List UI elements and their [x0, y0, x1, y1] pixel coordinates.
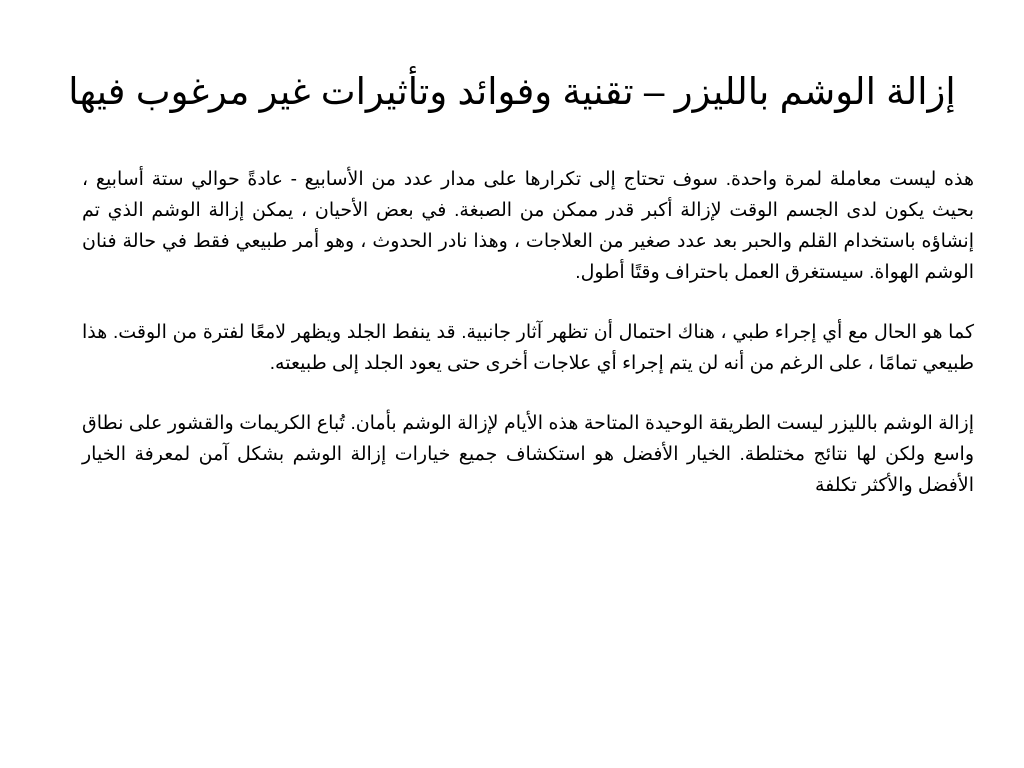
body-paragraph-1: هذه ليست معاملة لمرة واحدة. سوف تحتاج إلى تكرارها على مدار عدد من الأسابيع - عادةً حوالي ستة أسابيع ، بحيث يكون لدى الجسم الوقت لإزالة أكبر قدر ممكن من الصبغة. في بعض الأحيان ، يمكن إزالة الوشم الذي تم إنشاؤه باستخدام القلم والحبر بعد عدد صغير من العلاجات ، وهذا نادر الحدوث ، وهو أمر طبيعي فقط في حالة فنان الوشم الهواة. سيستغرق العمل باحتراف وقتًا أطول.: [82, 169, 974, 283]
body-paragraph-3: إزالة الوشم بالليزر ليست الطريقة الوحيدة المتاحة هذه الأيام لإزالة الوشم بأمان. تُباع الكريمات والقشور على نطاق واسع ولكن لها نتائج مختلطة. الخيار الأفضل هو استكشاف جميع خيارات إزالة الوشم بشكل آمن لمعرفة الخيار الأفضل والأكثر تكلفة: [82, 413, 974, 496]
slide-title: إزالة الوشم بالليزر – تقنية وفوائد وتأثيرات غير مرغوب فيها: [68, 71, 956, 112]
slide-body: [82, 164, 974, 530]
body-paragraph-2: كما هو الحال مع أي إجراء طبي ، هناك احتمال أن تظهر آثار جانبية. قد ينفط الجلد ويظهر لامعًا لفترة من الوقت. هذا طبيعي تمامًا ، على الرغم من أنه لن يتم إجراء أي علاجات أخرى حتى يعود الجلد إلى طبيعته.: [82, 322, 974, 374]
